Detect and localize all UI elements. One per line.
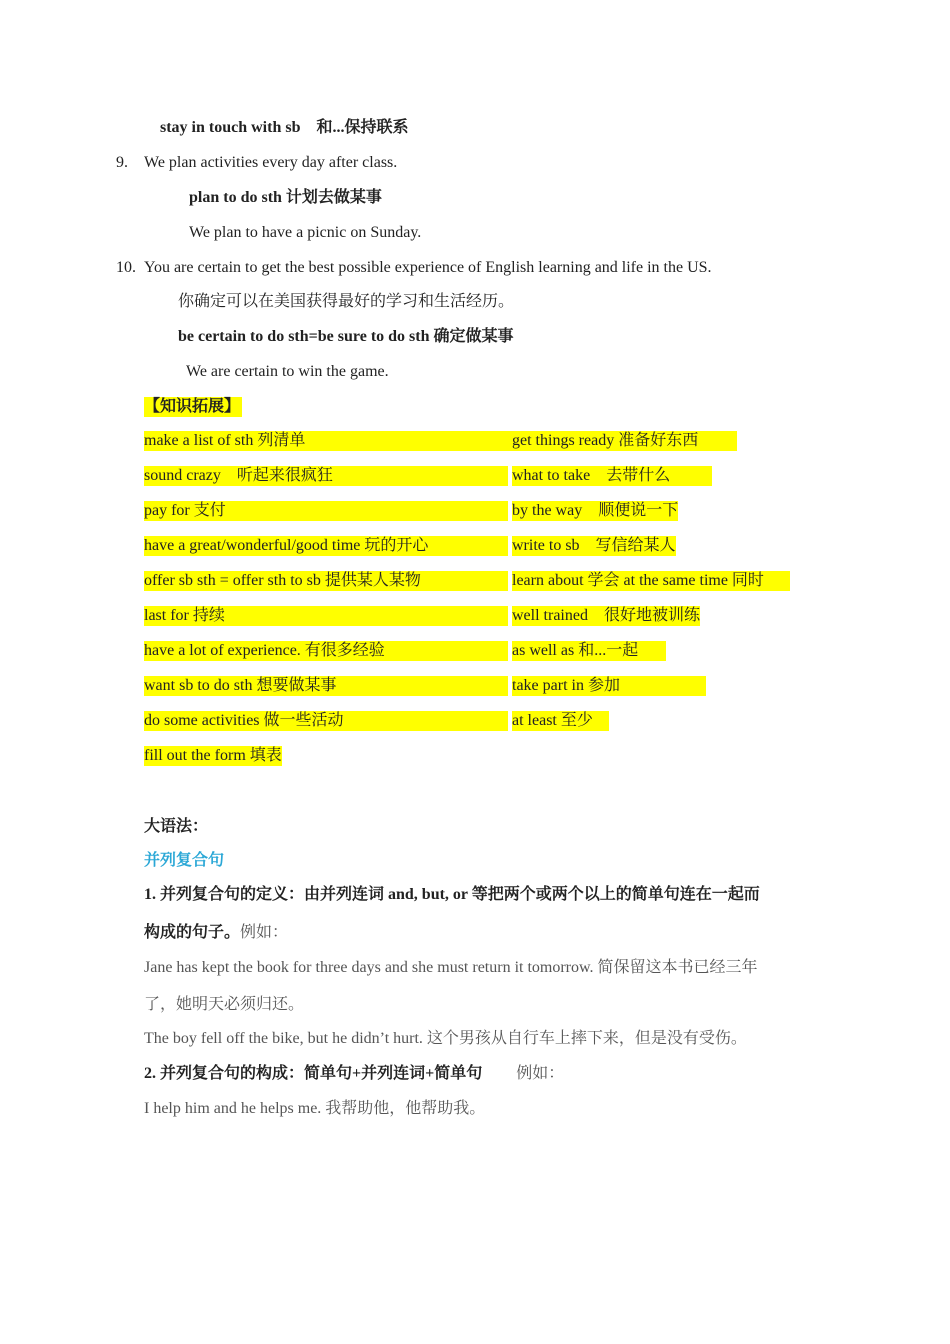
right-item-4: write to sb 写信给某人	[512, 537, 676, 554]
left-item-7: have a lot of experience. 有很多经验	[144, 641, 508, 661]
grammar-heading: 大语法：	[144, 818, 209, 835]
item-9-number: 9.	[116, 154, 128, 171]
left-item-6: last for 持续	[144, 606, 508, 626]
right-item-8: take part in 参加	[512, 676, 706, 696]
left-item-8: want sb to do sth 想要做某事	[144, 676, 508, 696]
knowledge-title: 【知识拓展】	[144, 398, 241, 415]
item-10-number: 10.	[116, 259, 136, 276]
grammar-definition-line2	[144, 923, 288, 943]
item-9-sentence: We plan activities every day after class.	[144, 154, 398, 171]
item-9-example: We plan to have a picnic on Sunday.	[189, 224, 422, 241]
left-item-2: sound crazy 听起来很疯狂	[144, 466, 508, 486]
example-1-line1: Jane has kept the book for three days and she must return it tomorrow. 简保留这本书已经三年	[144, 959, 758, 976]
example-3: I help him and he helps me. 我帮助他，他帮助我。	[144, 1100, 486, 1117]
phrase-stay-in-touch: stay in touch with sb 和...保持联系	[160, 119, 409, 136]
item-10-phrase: be certain to do sth=be sure to do sth 确定做某事	[178, 328, 514, 345]
left-item-3: pay for 支付	[144, 501, 508, 521]
grammar-structure	[144, 1064, 564, 1084]
example-2: The boy fell off the bike, but he didn’t hurt. 这个男孩从自行车上摔下来，但是没有受伤。	[144, 1030, 747, 1047]
grammar-definition-line1: 1. 并列复合句的定义：由并列连词 and, but, or 等把两个或两个以上的简单句连在一起而	[144, 886, 760, 903]
right-item-9: at least 至少	[512, 711, 609, 731]
grammar-structure-bold: 2. 并列复合句的构成：简单句+并列连词+简单句	[144, 1065, 483, 1082]
left-item-9: do some activities 做一些活动	[144, 711, 508, 731]
grammar-structure-example-label: 例如：	[516, 1065, 565, 1082]
right-item-5: learn about 学会 at the same time 同时	[512, 571, 790, 591]
right-item-7: as well as 和...一起	[512, 641, 666, 661]
grammar-subheading: 并列复合句	[144, 852, 225, 869]
item-10-translation: 你确定可以在美国获得最好的学习和生活经历。	[178, 293, 515, 310]
left-item-1: make a list of sth 列清单	[144, 431, 512, 451]
left-item-5: offer sb sth = offer sth to sb 提供某人某物	[144, 571, 508, 591]
right-item-6: well trained 很好地被训练	[512, 607, 700, 624]
grammar-definition-bold: 构成的句子。	[144, 924, 241, 941]
item-9-phrase: plan to do sth 计划去做某事	[189, 189, 382, 206]
right-item-3: by the way 顺便说一下	[512, 502, 679, 519]
left-item-4: have a great/wonderful/good time 玩的开心	[144, 536, 508, 556]
left-item-10: fill out the form 填表	[144, 747, 282, 764]
item-10-example: We are certain to win the game.	[186, 363, 389, 380]
item-10-sentence: You are certain to get the best possible experience of English learning and life in the US.	[144, 259, 712, 276]
right-item-2: what to take 去带什么	[512, 466, 712, 486]
grammar-definition-example-label: 例如：	[240, 924, 289, 941]
example-1-line2: 了，她明天必须归还。	[144, 996, 305, 1013]
right-item-1: get things ready 准备好东西	[512, 431, 737, 451]
